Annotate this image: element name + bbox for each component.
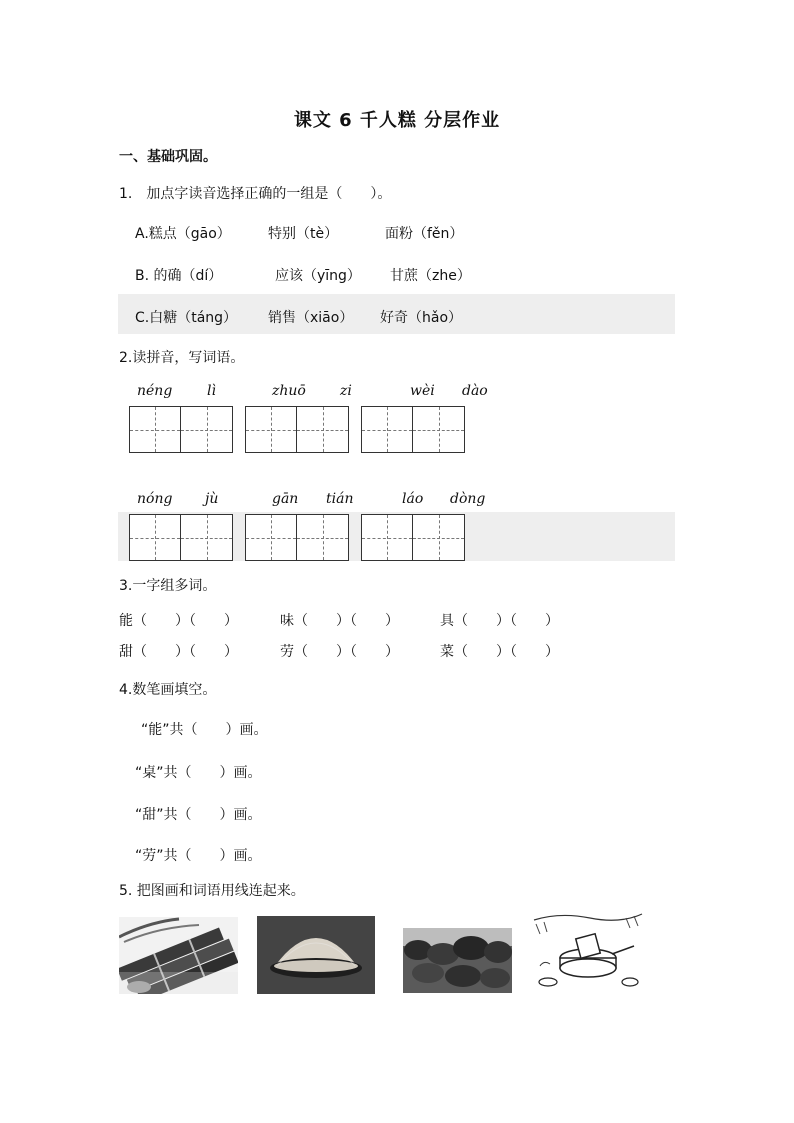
pinyin-wei: wèi bbox=[410, 383, 435, 399]
writing-grid-2[interactable] bbox=[245, 406, 349, 453]
question-3-stem: 3.一字组多词。 bbox=[119, 578, 217, 594]
millstone-picture[interactable] bbox=[530, 910, 645, 992]
q3-item-ju[interactable]: 具（ ）（ ） bbox=[440, 613, 559, 629]
pinyin-dao: dào bbox=[462, 383, 488, 399]
sugarcane-picture[interactable] bbox=[119, 917, 238, 994]
pinyin-lao: láo bbox=[402, 491, 424, 507]
q3-item-neng[interactable]: 能（ ）（ ） bbox=[119, 613, 238, 629]
writing-grid-4[interactable] bbox=[129, 514, 233, 561]
q3-item-tian[interactable]: 甜（ ）（ ） bbox=[119, 644, 238, 660]
page-title: 课文 6 千人糕 分层作业 bbox=[293, 110, 501, 131]
q4-item-tian[interactable]: “甜”共（ ）画。 bbox=[135, 807, 262, 823]
vegetables-picture[interactable] bbox=[403, 928, 512, 993]
q1-option-a-3: 面粉（fěn） bbox=[385, 226, 464, 242]
pinyin-zi: zi bbox=[340, 383, 352, 399]
flour-picture[interactable] bbox=[257, 916, 375, 994]
writing-grid-5[interactable] bbox=[245, 514, 349, 561]
q1-option-b-1: B. 的确（dí） bbox=[135, 268, 223, 284]
pinyin-nong: nóng bbox=[137, 491, 173, 507]
writing-grid-1[interactable] bbox=[129, 406, 233, 453]
q1-option-c-3: 好奇（hǎo） bbox=[380, 310, 463, 326]
pinyin-dong: dòng bbox=[450, 491, 486, 507]
pinyin-gan: gān bbox=[272, 491, 299, 507]
pinyin-tian: tián bbox=[326, 491, 354, 507]
pinyin-ju: jù bbox=[205, 491, 219, 507]
pinyin-neng: néng bbox=[137, 383, 173, 399]
q1-option-a-2: 特别（tè） bbox=[268, 226, 339, 242]
q3-item-lao[interactable]: 劳（ ）（ ） bbox=[280, 644, 399, 660]
question-4-stem: 4.数笔画填空。 bbox=[119, 682, 217, 698]
q1-option-c-2: 销售（xiāo） bbox=[268, 310, 354, 326]
question-5-stem: 5. 把图画和词语用线连起来。 bbox=[119, 883, 305, 899]
q1-option-c-1: C.白糖（táng） bbox=[135, 310, 238, 326]
pinyin-li: lì bbox=[207, 383, 216, 399]
q1-option-b-3: 甘蔗（zhe） bbox=[390, 268, 471, 284]
question-1-stem: 1. 加点字读音选择正确的一组是（ ）。 bbox=[119, 186, 392, 202]
question-2-stem: 2.读拼音，写词语。 bbox=[119, 350, 245, 366]
section-basic: 一、基础巩固。 bbox=[119, 149, 217, 165]
writing-grid-6[interactable] bbox=[361, 514, 465, 561]
pinyin-zhuo: zhuō bbox=[272, 383, 306, 399]
q1-option-a-1: A.糕点（gāo） bbox=[135, 226, 231, 242]
q3-item-wei[interactable]: 味（ ）（ ） bbox=[280, 613, 399, 629]
writing-grid-3[interactable] bbox=[361, 406, 465, 453]
q1-option-b-2: 应该（yīng） bbox=[275, 268, 361, 284]
q3-item-cai[interactable]: 菜（ ）（ ） bbox=[440, 644, 559, 660]
q4-item-lao[interactable]: “劳”共（ ）画。 bbox=[135, 848, 262, 864]
q4-item-neng[interactable]: “能”共（ ）画。 bbox=[141, 722, 268, 738]
q4-item-zhuo[interactable]: “桌”共（ ）画。 bbox=[135, 765, 262, 781]
